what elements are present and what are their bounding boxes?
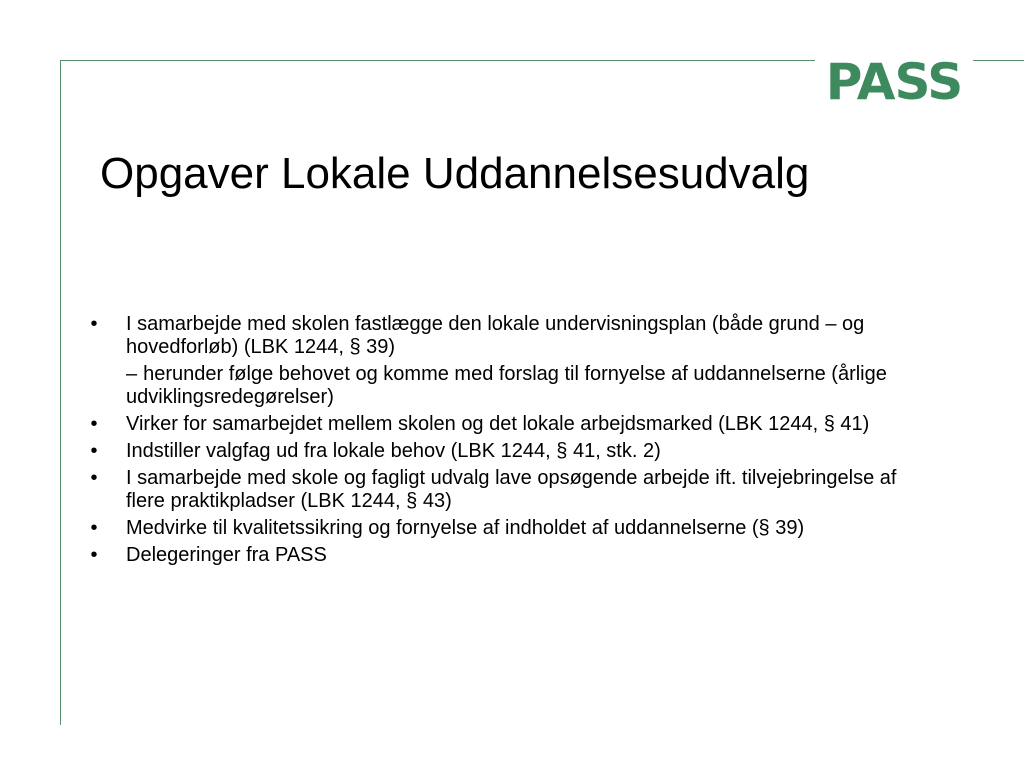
- bullet-marker: •: [90, 413, 98, 435]
- bullet-text: Indstiller valgfag ud fra lokale behov (LBK 1244, § 41, stk. 2): [126, 440, 661, 462]
- bullet-text: Delegeringer fra PASS: [126, 544, 327, 566]
- bullet-marker: •: [90, 517, 98, 539]
- bullet-marker: •: [90, 467, 98, 489]
- slide-title: Opgaver Lokale Uddannelsesudvalg: [100, 149, 810, 198]
- pass-logo: PASS: [815, 56, 973, 108]
- bullet-list: [84, 313, 924, 571]
- bullet-item: [84, 467, 924, 513]
- sub-item: [84, 363, 924, 409]
- bullet-item: [84, 544, 924, 567]
- sub-marker: –: [126, 363, 138, 385]
- bullet-text: I samarbejde med skolen fastlægge den lokale undervisningsplan (både grund – og hovedforløb) (LBK 1244, § 39): [126, 313, 865, 358]
- frame-left-line: [60, 60, 61, 725]
- bullet-item: [84, 517, 924, 540]
- bullet-text: Medvirke til kvalitetssikring og fornyelse af indholdet af uddannelserne (§ 39): [126, 517, 805, 539]
- bullet-item: [84, 413, 924, 436]
- bullet-marker: •: [90, 440, 98, 462]
- bullet-text: Virker for samarbejdet mellem skolen og det lokale arbejdsmarked (LBK 1244, § 41): [126, 413, 870, 435]
- bullet-item: [84, 440, 924, 463]
- bullet-item: [84, 313, 924, 359]
- bullet-text: I samarbejde med skole og fagligt udvalg lave opsøgende arbejde ift. tilvejebringelse af flere praktikpladser (LBK 1244, § 43): [126, 467, 897, 512]
- bullet-marker: •: [90, 544, 98, 566]
- sub-text: herunder følge behovet og komme med forslag til fornyelse af uddannelserne (årlige udviklingsredegørelser): [126, 363, 887, 408]
- bullet-marker: •: [90, 313, 98, 335]
